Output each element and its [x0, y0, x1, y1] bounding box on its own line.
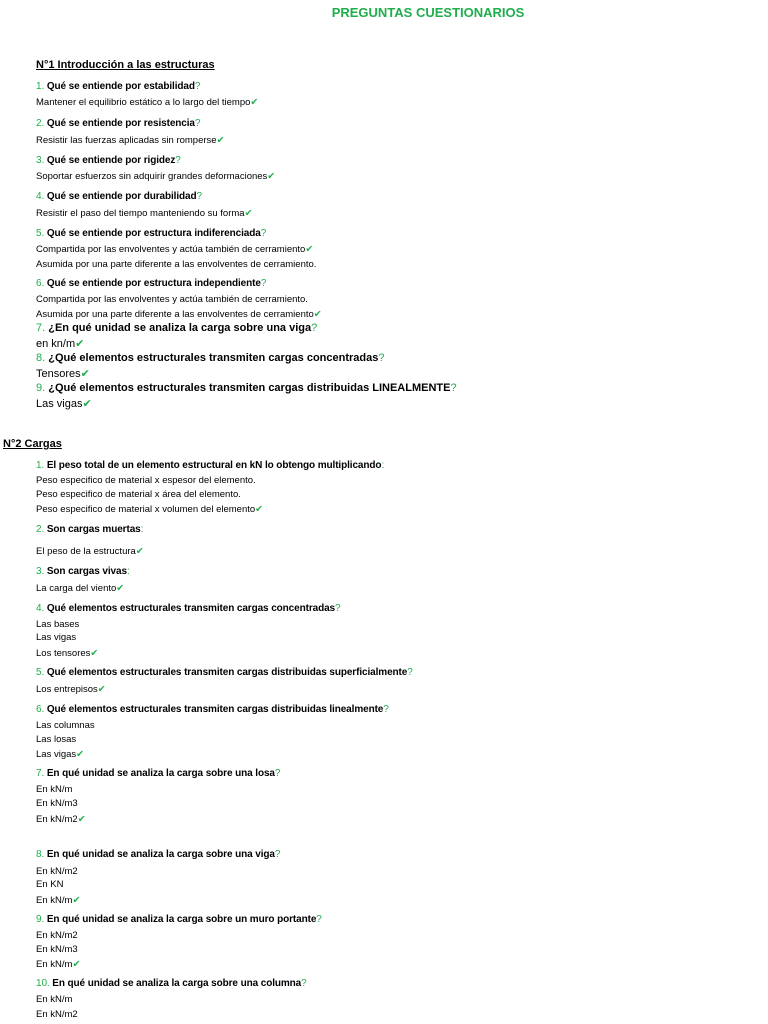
question-number: 4. [36, 191, 45, 202]
answer [36, 135, 225, 146]
question-text: Qué se entiende por estructura independiente [44, 278, 261, 289]
page-title: PREGUNTAS CUESTIONARIOS [331, 5, 525, 20]
question [36, 191, 202, 202]
check-icon: ✔ [90, 648, 99, 659]
answer [36, 504, 263, 515]
question-text: Qué se entiende por rigidez [44, 155, 176, 166]
answer [36, 632, 76, 643]
question-mark: ? [274, 849, 281, 860]
question [36, 667, 413, 678]
question-mark: ? [175, 155, 181, 166]
question-number: 7. [36, 322, 46, 334]
answer-text: Los entrepisos [36, 684, 98, 695]
answer-text: En kN/m3 [36, 944, 78, 955]
question [36, 118, 200, 129]
question-number: 10. [36, 978, 50, 989]
question-number: 9. [36, 914, 45, 925]
question [36, 978, 307, 989]
check-icon: ✔ [116, 583, 125, 594]
question-mark: ? [311, 322, 318, 334]
question-number: 9. [36, 382, 46, 394]
question-text: Qué elementos estructurales transmiten cargas distribuidas superficialmente [44, 667, 408, 678]
answer [36, 171, 275, 182]
answer-text: Los tensores [36, 648, 91, 659]
question-text: Qué se entiende por estructura indiferenciada [44, 228, 261, 239]
answer [36, 994, 72, 1005]
answer [36, 749, 84, 760]
check-icon: ✔ [250, 97, 259, 108]
answer-text: Peso especifico de material x área del elemento. [36, 489, 241, 500]
question-number: 1. [36, 81, 45, 92]
answer-text: Peso especifico de material x espesor del elemento. [36, 475, 256, 486]
check-icon: ✔ [76, 749, 85, 760]
answer-text: En kN/m3 [36, 798, 78, 809]
question [36, 914, 322, 925]
question-mark: : [126, 566, 130, 577]
question-number: 3. [36, 566, 45, 577]
answer [36, 337, 84, 350]
answer-text: Soportar esfuerzos sin adquirir grandes deformaciones [36, 171, 268, 182]
question [36, 566, 130, 577]
answer-text: El peso de la estructura [36, 546, 136, 557]
question-text: ¿Qué elementos estructurales transmiten cargas concentradas [45, 352, 379, 364]
answer [36, 367, 90, 380]
answer [36, 944, 78, 955]
question [36, 352, 385, 364]
answer-text: Las bases [36, 619, 80, 630]
question-number: 7. [36, 768, 45, 779]
answer [36, 648, 98, 659]
answer-text: En kN/m2 [36, 1009, 78, 1020]
question-mark: ? [196, 191, 202, 202]
answer-text: Asumida por una parte diferente a las envolventes de cerramiento [36, 309, 314, 320]
question-number: 2. [36, 118, 45, 129]
question-number: 1. [36, 460, 45, 471]
answer-text: Las vigas [36, 749, 77, 760]
answer-text: En kN/m [36, 895, 73, 906]
check-icon: ✔ [244, 208, 253, 219]
question [36, 524, 143, 535]
answer [36, 475, 256, 486]
answer [36, 546, 144, 557]
answer-text: En kN/m2 [36, 866, 78, 877]
check-icon: ✔ [216, 135, 225, 146]
check-icon: ✔ [75, 338, 85, 350]
question-text: En qué unidad se analiza la carga sobre una losa [44, 768, 275, 779]
check-icon: ✔ [82, 398, 92, 410]
question-number: 5. [36, 228, 45, 239]
answer [36, 1009, 78, 1020]
question-text: Qué elementos estructurales transmiten cargas distribuidas linealmente [44, 704, 384, 715]
answer-text: En kN/m [36, 959, 73, 970]
answer [36, 619, 79, 630]
answer [36, 895, 80, 906]
check-icon: ✔ [97, 684, 106, 695]
answer [36, 784, 72, 795]
question-mark: ? [301, 978, 307, 989]
answer-text: Asumida por una parte diferente a las envolventes de cerramiento. [36, 259, 317, 270]
question-number: 8. [36, 352, 46, 364]
question-mark: ? [407, 667, 413, 678]
question-text: Qué se entiende por resistencia [44, 118, 195, 129]
answer-text: Las vigas [36, 632, 77, 643]
question-number: 6. [36, 704, 45, 715]
check-icon: ✔ [80, 368, 90, 380]
question-text: Son cargas vivas [44, 566, 127, 577]
answer [36, 583, 124, 594]
answer [36, 397, 92, 410]
question [36, 849, 280, 860]
question-number: 8. [36, 849, 45, 860]
question-text: En qué unidad se analiza la carga sobre un muro portante [44, 914, 317, 925]
question [36, 155, 181, 166]
answer-text: Resistir las fuerzas aplicadas sin romperse [36, 135, 217, 146]
question-text: ¿En qué unidad se analiza la carga sobre una viga [45, 322, 312, 334]
answer-text: en kn/m [36, 338, 76, 350]
answer-text: Tensores [36, 368, 81, 380]
section-heading: N°2 Cargas [3, 438, 62, 450]
answer-text: Compartida por las envolventes y actúa también de cerramiento [36, 244, 306, 255]
question-number: 6. [36, 278, 45, 289]
answer-text: En KN [36, 879, 64, 890]
answer [36, 866, 78, 877]
check-icon: ✔ [72, 959, 81, 970]
check-icon: ✔ [305, 244, 314, 255]
answer [36, 959, 80, 970]
check-icon: ✔ [72, 895, 81, 906]
question-text: ¿Qué elementos estructurales transmiten cargas distribuidas LINEALMENTE [45, 382, 451, 394]
question-mark: : [140, 524, 144, 535]
question [36, 322, 317, 334]
question [36, 603, 341, 614]
answer [36, 489, 241, 500]
question-text: Qué elementos estructurales transmiten cargas concentradas [44, 603, 336, 614]
answer [36, 294, 308, 305]
check-icon: ✔ [267, 171, 276, 182]
question [36, 81, 200, 92]
check-icon: ✔ [77, 814, 86, 825]
question-text: Qué se entiende por estabilidad [44, 81, 195, 92]
answer [36, 208, 253, 219]
question-text: Son cargas muertas [44, 524, 141, 535]
question-mark: ? [335, 603, 341, 614]
question [36, 704, 389, 715]
answer-text: En kN/m2 [36, 930, 78, 941]
question-number: 3. [36, 155, 45, 166]
section-heading: N°1 Introducción a las estructuras [36, 59, 215, 71]
answer [36, 798, 78, 809]
answer-text: Compartida por las envolventes y actúa también de cerramiento. [36, 294, 308, 305]
question-text: Qué se entiende por durabilidad [44, 191, 197, 202]
answer [36, 734, 76, 745]
question-mark: ? [260, 228, 267, 239]
answer-text: En kN/m [36, 994, 73, 1005]
answer-text: En kN/m [36, 784, 73, 795]
question-mark: ? [383, 704, 389, 715]
question-mark: ? [194, 81, 201, 92]
question [36, 278, 266, 289]
question-text: En qué unidad se analiza la carga sobre una viga [44, 849, 275, 860]
question-mark: ? [450, 382, 457, 394]
answer [36, 97, 258, 108]
question-mark: ? [378, 352, 385, 364]
answer [36, 720, 95, 731]
question-mark: : [381, 460, 385, 471]
question-number: 4. [36, 603, 45, 614]
question [36, 228, 266, 239]
check-icon: ✔ [255, 504, 264, 515]
answer-text: Las vigas [36, 398, 83, 410]
answer-text: La carga del viento [36, 583, 117, 594]
question-mark: ? [316, 914, 322, 925]
answer [36, 259, 316, 270]
answer-text: Peso especifico de material x volumen del elemento [36, 504, 256, 515]
answer-text: Mantener el equilibrio estático a lo largo del tiempo [36, 97, 251, 108]
answer-text: Resistir el paso del tiempo manteniendo su forma [36, 208, 245, 219]
answer [36, 684, 106, 695]
answer [36, 244, 313, 255]
check-icon: ✔ [135, 546, 144, 557]
question-mark: ? [260, 278, 267, 289]
answer-text: En kN/m2 [36, 814, 78, 825]
answer-text: Las losas [36, 734, 77, 745]
question-number: 2. [36, 524, 45, 535]
question-text: En qué unidad se analiza la carga sobre una columna [49, 978, 302, 989]
question-mark: ? [274, 768, 281, 779]
answer [36, 309, 322, 320]
question [36, 768, 280, 779]
answer [36, 879, 63, 890]
answer [36, 930, 78, 941]
question-mark: ? [194, 118, 201, 129]
answer [36, 814, 86, 825]
question-number: 5. [36, 667, 45, 678]
answer-text: Las columnas [36, 720, 95, 731]
question-text: El peso total de un elemento estructural en kN lo obtengo multiplicando [44, 460, 382, 471]
check-icon: ✔ [313, 309, 322, 320]
question [36, 382, 457, 394]
question [36, 460, 384, 471]
